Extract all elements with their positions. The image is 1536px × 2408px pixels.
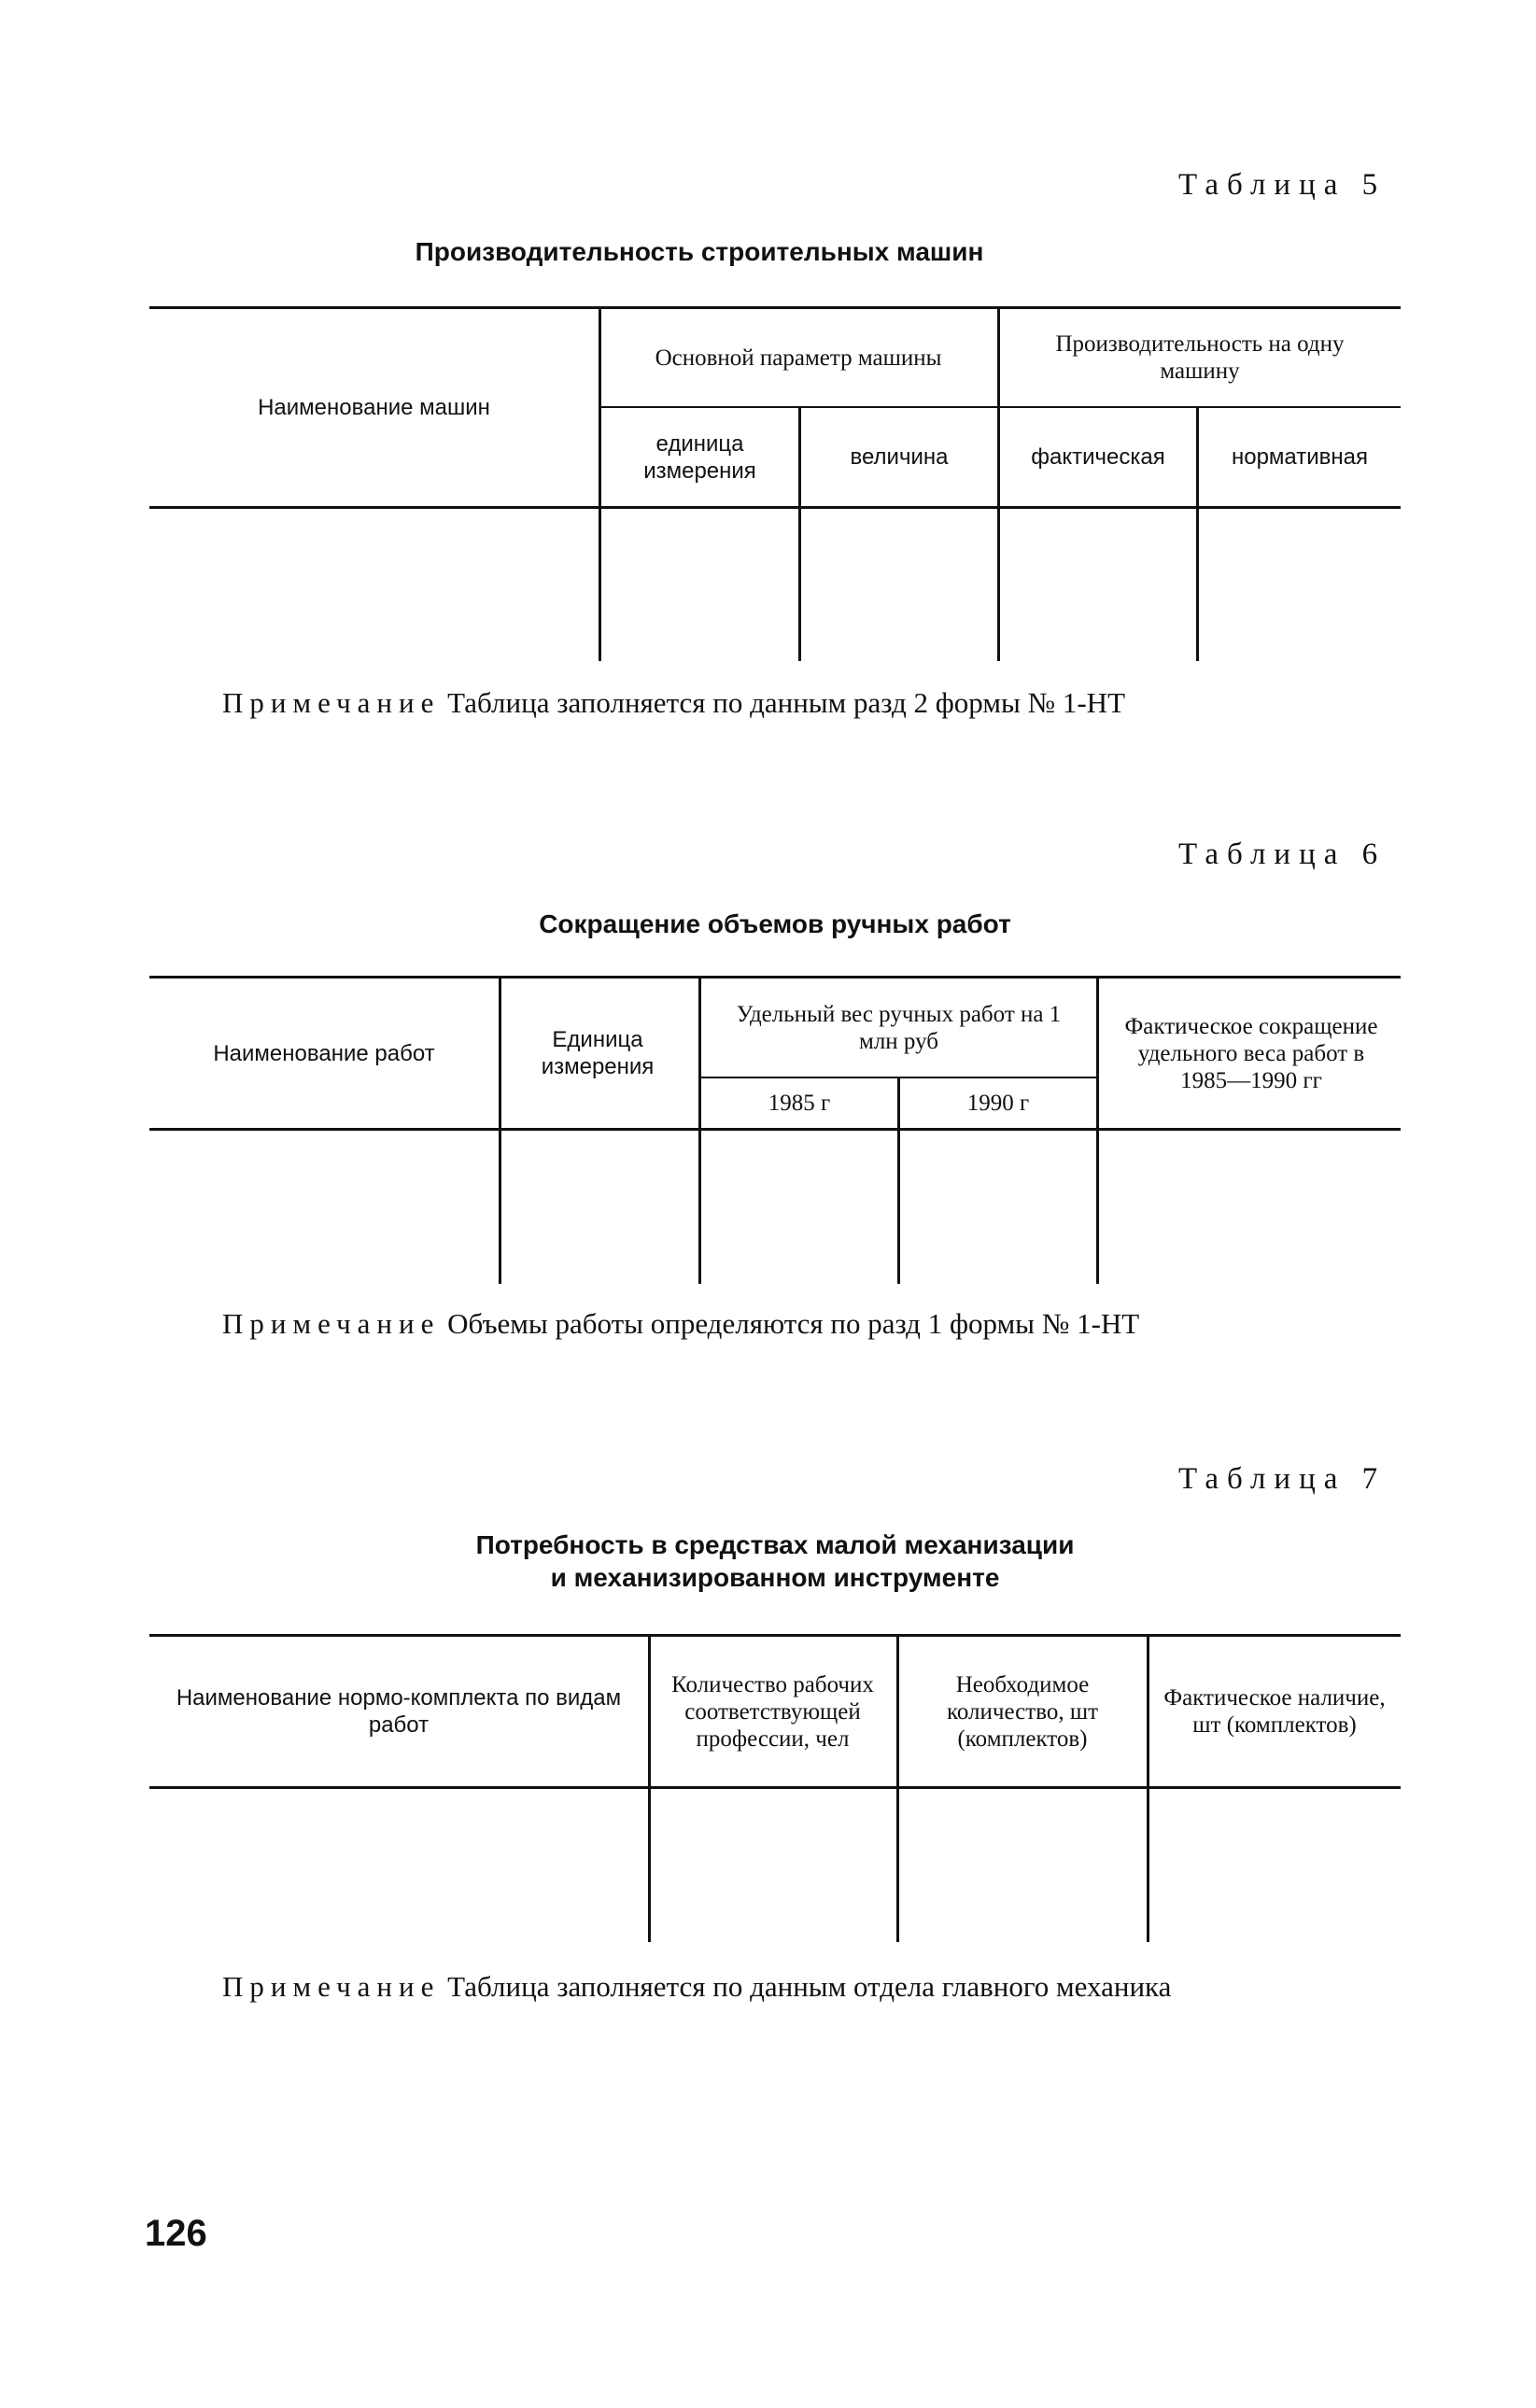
table7-header-required: Необходимое количество, шт (комплектов) (946, 1671, 1099, 1752)
table6-header-name: Наименование работ (213, 1040, 435, 1066)
note-lead: Примечание (222, 686, 441, 719)
table5-header-unit: единица измерения (643, 430, 756, 484)
table7-header-rule (149, 1786, 1401, 1789)
table6-header-year1985: 1985 г (768, 1091, 831, 1116)
table5-header-value: величина (850, 444, 949, 470)
table7-label: Таблица 7 (1178, 1462, 1387, 1496)
page-number: 126 (145, 2213, 207, 2254)
table5-header-productivity: Производительность на одну машину (1055, 331, 1345, 384)
note-text: Таблица заполняется по данным разд 2 формы № 1-НТ (447, 686, 1126, 719)
table6-note (222, 1307, 1139, 1341)
table6-vline (1096, 976, 1099, 1284)
note-text: Объемы работы определяются по разд 1 формы № 1-НТ (447, 1307, 1140, 1340)
table6-header-weight: Удельный вес ручных работ на 1 млн руб (736, 1001, 1062, 1054)
note-lead: Примечание (222, 1307, 441, 1340)
table5-title: Производительность строительных машин (415, 237, 984, 266)
note-lead: Примечание (222, 1970, 441, 2003)
table6-header-unit: Единица измерения (541, 1027, 655, 1079)
table7-vline (896, 1634, 899, 1942)
table7-vline (1147, 1634, 1149, 1942)
table7-title-line1: Потребность в средствах малой механизации (475, 1530, 1075, 1559)
table5-header-param: Основной параметр машины (655, 345, 942, 371)
table7-header-workers: Количество рабочих соответствующей профессии, чел (671, 1671, 874, 1752)
table7-header-available: Фактическое наличие, шт (комплектов) (1163, 1685, 1386, 1738)
table5-header-actual: фактическая (1031, 444, 1165, 470)
table6-header-year1990: 1990 г (966, 1091, 1030, 1116)
table5-header-normative: нормативная (1231, 444, 1368, 470)
table6-header-rule (149, 1128, 1401, 1131)
table5-header-rule (149, 506, 1401, 509)
table5-note (222, 686, 1125, 720)
table7-vline (648, 1634, 651, 1942)
table6-vline (698, 976, 701, 1284)
table5-label: Таблица 5 (1178, 168, 1387, 202)
table7-title-line2: и механизированном инструменте (550, 1563, 1000, 1592)
note-text: Таблица заполняется по данным отдела главного механика (447, 1970, 1172, 2003)
table6-label: Таблица 6 (1178, 838, 1387, 871)
table7-note (222, 1970, 1171, 2004)
table6-header-reduction: Фактическое сокращение удельного веса работ в 1985—1990 гг (1124, 1013, 1378, 1093)
table7-header-name: Наименование нормо-комплекта по видам работ (176, 1685, 622, 1738)
table5-header-name: Наименование машин (258, 395, 490, 420)
table6-vline (499, 976, 501, 1284)
table6-title: Сокращение объемов ручных работ (539, 909, 1011, 938)
